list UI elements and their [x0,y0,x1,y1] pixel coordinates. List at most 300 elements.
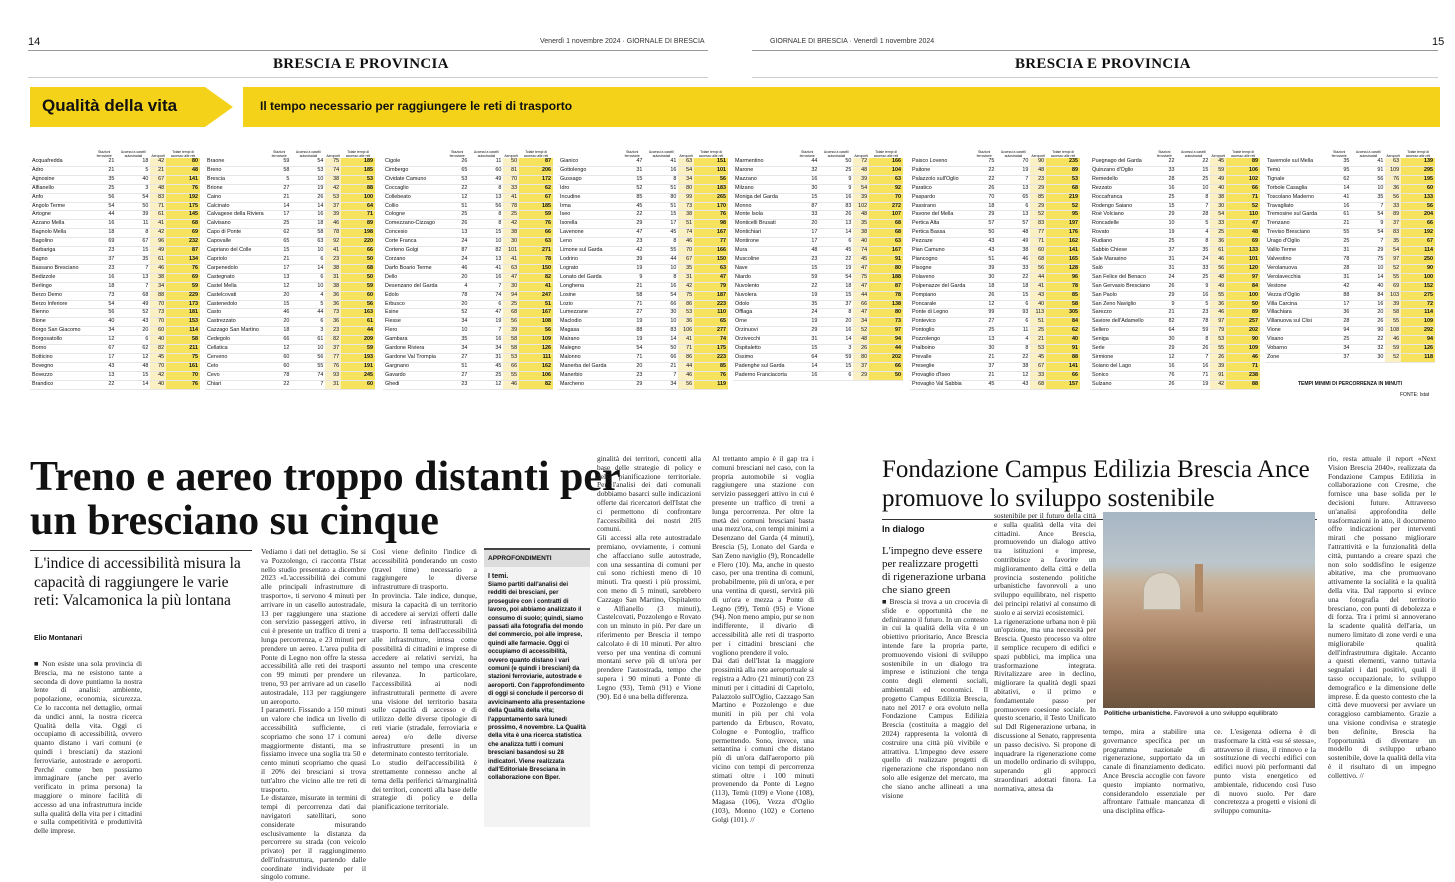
municipality-name: Castrezzato [205,318,267,327]
municipality-name: Monno [733,202,795,211]
access-minutes: 35 [1176,247,1210,256]
municipality-name: Malonno [558,353,620,362]
table-row [1265,318,1435,327]
tower-icon [1195,564,1203,612]
table-row [1265,255,1435,264]
access-minutes: 61 [1210,247,1226,256]
table-header: Accessi a caselli autostradali [648,150,674,158]
municipality-name: Sale Marasino [1090,255,1152,264]
right-section-title: BRESCIA E PROVINCIA [1015,56,1191,72]
access-minutes: 97 [1210,318,1226,327]
table-row [910,318,1080,327]
table-row [910,282,1080,291]
access-minutes: 60 [1030,247,1046,256]
municipality-name: Pisogne [910,264,972,273]
table-row [383,229,553,238]
access-minutes: 58 [503,345,519,354]
access-minutes: 30 [795,184,819,193]
table-row [383,327,553,336]
access-minutes: 47 [503,273,519,282]
access-minutes: 8 [996,345,1030,354]
municipality-name: Montichiari [733,229,795,238]
table-row [30,300,200,309]
access-minutes: 18 [291,220,325,229]
municipality-name: Vione [1265,327,1327,336]
access-minutes: 6 [291,273,325,282]
access-minutes: 19 [620,264,644,273]
access-minutes: 65 [996,193,1030,202]
table-row [30,202,200,211]
article2-kicker: In dialogo [882,524,925,534]
access-minutes: 40 [1030,300,1046,309]
table-row [1090,327,1260,336]
table-row [733,309,903,318]
table-row [205,345,375,354]
table-row [383,273,553,282]
access-minutes: 19 [1152,229,1176,238]
access-minutes: 46 [445,264,469,273]
municipality-name: Paderno Franciacorta [733,371,795,380]
table-row [910,327,1080,336]
access-minutes: 21 [620,282,644,291]
access-minutes: 49 [116,300,150,309]
access-minutes: 70 [678,247,694,256]
total-minutes: 60 [341,380,375,389]
total-minutes: 257 [1226,318,1260,327]
table-row [1090,229,1260,238]
access-minutes: 38 [996,247,1030,256]
access-minutes: 14 [267,202,291,211]
access-minutes: 3 [291,327,325,336]
access-minutes: 71 [620,300,644,309]
access-minutes: 47 [853,264,869,273]
total-minutes: 94 [1401,336,1435,345]
table-row [205,353,375,362]
table-row [1265,273,1435,282]
municipality-name: Ponte di Legno [910,309,972,318]
access-minutes: 75 [1351,255,1385,264]
municipality-name: Sellero [1090,327,1152,336]
municipality-name: Acquafredda [30,158,92,166]
approfondimenti-box [484,548,590,827]
total-minutes: 195 [1401,175,1435,184]
table-header: Totale tempi di accesso alle reti [170,150,196,158]
total-minutes: 84 [1046,318,1080,327]
access-minutes: 46 [1210,255,1226,264]
access-minutes: 14 [795,362,819,371]
access-minutes: 13 [819,220,853,229]
total-minutes: 193 [341,353,375,362]
access-minutes: 39 [853,175,869,184]
table-row [205,264,375,273]
access-minutes: 34 [92,327,116,336]
municipality-name: Cevo [205,371,267,380]
table-row [205,327,375,336]
access-minutes: 16 [1152,184,1176,193]
access-minutes: 15 [1152,202,1176,211]
access-minutes: 51 [644,184,678,193]
total-minutes: 223 [694,300,728,309]
access-minutes: 55 [503,371,519,380]
access-minutes: 74 [678,229,694,238]
access-minutes: 3 [116,184,150,193]
table-row [558,202,728,211]
table-row [910,193,1080,202]
table-row [383,371,553,380]
access-minutes: 46 [503,380,519,389]
table-row [558,238,728,247]
total-minutes: 47 [1226,220,1260,229]
access-minutes: 69 [92,238,116,247]
access-minutes: 65 [445,166,469,175]
total-minutes: 202 [1226,327,1260,336]
total-minutes: 173 [166,300,200,309]
municipality-name: Concesio [383,229,445,238]
access-minutes: 70 [150,362,166,371]
table-row [1090,318,1260,327]
table-header: Aeroporti [1031,154,1046,158]
access-minutes: 83 [819,202,853,211]
access-minutes: 56 [469,202,503,211]
access-minutes: 4 [291,291,325,300]
total-minutes: 197 [1046,220,1080,229]
table-row [30,309,200,318]
table-row [205,291,375,300]
access-minutes: 82 [1152,318,1176,327]
access-minutes: 33 [795,211,819,220]
total-minutes: 150 [519,264,553,273]
access-minutes: 8 [644,238,678,247]
table-header-comune [558,138,620,158]
access-minutes: 26 [1351,318,1385,327]
access-minutes: 34 [469,345,503,354]
table-row [383,291,553,300]
article1-column-2 [148,548,254,828]
access-minutes: 23 [445,380,469,389]
access-minutes: 78 [1176,318,1210,327]
municipality-name: Berzo Demo [30,291,92,300]
total-minutes: 198 [341,229,375,238]
total-minutes: 89 [1046,166,1080,175]
access-minutes: 18 [267,327,291,336]
access-minutes: 67 [92,345,116,354]
access-minutes: 60 [150,327,166,336]
access-minutes: 41 [1351,158,1385,166]
table-row [30,184,200,193]
table-row [383,184,553,193]
table-row [910,220,1080,229]
total-minutes: 48 [1226,229,1260,238]
access-minutes: 99 [678,193,694,202]
table-header: Accessi a caselli autostradali [295,150,321,158]
access-minutes: 29 [795,327,819,336]
access-minutes: 56 [1351,175,1385,184]
access-minutes: 80 [853,353,869,362]
table-row [733,202,903,211]
access-minutes: 33 [1210,220,1226,229]
access-minutes: 25 [469,371,503,380]
access-minutes: 55 [1210,345,1226,354]
access-minutes: 8 [644,273,678,282]
total-minutes: 223 [694,353,728,362]
total-minutes: 133 [1226,247,1260,256]
access-minutes: 59 [795,273,819,282]
municipality-name: Angolo Terme [30,202,92,211]
table-header: Totale tempi di accesso alle reti [1230,150,1256,158]
access-minutes: 5 [291,300,325,309]
access-minutes: 96 [150,238,166,247]
access-minutes: 58 [503,336,519,345]
municipality-name: Borgosatollo [30,336,92,345]
municipality-name: Mura [733,247,795,256]
total-minutes: 89 [1226,309,1260,318]
access-minutes: 59 [819,353,853,362]
municipality-name: Irma [558,202,620,211]
access-minutes: 15 [1176,166,1210,175]
access-minutes: 10 [644,318,678,327]
municipality-name: Collebeato [383,193,445,202]
total-minutes: 56 [341,300,375,309]
table-row [910,175,1080,184]
municipality-name: Ceto [205,362,267,371]
banner-label: Qualità della vita [42,96,178,115]
access-minutes: 16 [819,193,853,202]
access-minutes: 39 [620,255,644,264]
municipality-name: Cerveno [205,353,267,362]
access-minutes: 34 [678,175,694,184]
total-minutes: 202 [869,353,903,362]
table-row [558,220,728,229]
municipality-name: Odolo [733,300,795,309]
access-minutes: 28 [1327,318,1351,327]
total-minutes: 114 [1401,247,1435,256]
access-minutes: 13 [972,336,996,345]
table-row [1265,175,1435,184]
total-minutes: 59 [166,282,200,291]
table-row [205,255,375,264]
access-minutes: 7 [469,282,503,291]
access-minutes: 7 [116,282,150,291]
access-minutes: 75 [972,158,996,166]
access-minutes: 25 [92,184,116,193]
total-minutes: 88 [1046,353,1080,362]
table-row [1090,175,1260,184]
access-minutes: 10 [1351,264,1385,273]
access-minutes: 45 [819,247,853,256]
total-minutes: 66 [1046,371,1080,380]
total-minutes: 51 [519,300,553,309]
table-row [733,362,903,371]
access-minutes: 12 [445,193,469,202]
table-header: Totale tempi di accesso alle reti [873,150,899,158]
access-minutes: 39 [853,193,869,202]
table-row [383,255,553,264]
access-minutes: 42 [150,158,166,166]
access-minutes: 71 [678,345,694,354]
total-minutes: 63 [519,238,553,247]
access-minutes: 16 [644,282,678,291]
access-minutes: 24 [445,238,469,247]
access-minutes: 54 [116,193,150,202]
table-row [558,327,728,336]
table-header: Totale tempi di accesso alle reti [345,150,371,158]
photo-caption-text: Favorevoli a uno sviluppo equilibrato [1173,710,1278,717]
table-row [30,318,200,327]
total-minutes: 74 [694,336,728,345]
access-minutes: 21 [972,353,996,362]
access-minutes: 19 [819,264,853,273]
access-minutes: 8 [1176,336,1210,345]
total-minutes: 65 [694,318,728,327]
table-row [205,175,375,184]
municipality-name: Vallio Terme [1265,247,1327,256]
access-minutes: 20 [795,220,819,229]
access-minutes: 37 [1152,247,1176,256]
municipality-name: Manerba del Garda [558,362,620,371]
access-minutes: 14 [819,336,853,345]
municipality-name: Bione [30,318,92,327]
table-header: Aeroporti [679,154,694,158]
access-minutes: 42 [1327,282,1351,291]
table-row [1265,193,1435,202]
municipality-name: Brescia [205,175,267,184]
access-minutes: 73 [92,291,116,300]
access-minutes: 6 [469,300,503,309]
access-minutes: 69 [1385,282,1401,291]
municipality-name: Roè Volciano [1090,211,1152,220]
access-minutes: 50 [819,158,853,166]
total-minutes: 88 [341,184,375,193]
access-minutes: 14 [644,336,678,345]
access-minutes: 90 [1030,158,1046,166]
municipality-name: Trenzano [1265,220,1327,229]
municipality-name: Pompiano [910,291,972,300]
access-minutes: 6 [819,238,853,247]
access-minutes: 9 [1176,282,1210,291]
access-minutes: 46 [267,309,291,318]
access-minutes: 37 [853,362,869,371]
access-minutes: 24 [445,255,469,264]
access-minutes: 50 [503,158,519,166]
access-minutes: 37 [972,362,996,371]
access-minutes: 15 [819,362,853,371]
total-minutes: 166 [694,247,728,256]
table-row [205,380,375,389]
access-minutes: 66 [503,362,519,371]
access-minutes: 11 [996,327,1030,336]
total-minutes: 72 [1401,300,1435,309]
access-minutes: 49 [996,238,1030,247]
total-minutes: 70 [166,371,200,380]
access-minutes: 26 [972,184,996,193]
access-minutes: 54 [1351,211,1385,220]
table-row [910,238,1080,247]
banner-subtitle: Il tempo necessario per raggiungere le reti di trasporto [260,99,573,113]
municipality-name: Gardone Riviera [383,345,445,354]
access-minutes: 15 [795,193,819,202]
municipality-name: Muscoline [733,255,795,264]
access-minutes: 70 [972,193,996,202]
table-header: Stazioni ferroviarie [799,150,815,158]
access-minutes: 12 [1152,353,1176,362]
access-minutes: 38 [853,229,869,238]
table-header: Aeroporti [326,154,341,158]
access-minutes: 33 [996,264,1030,273]
access-minutes: 52 [1385,353,1401,362]
table-row [910,371,1080,380]
access-minutes: 8 [1176,238,1210,247]
table-row [1090,291,1260,300]
table-row [558,247,728,256]
access-minutes: 56 [92,309,116,318]
municipality-name: Monticelli Brusati [733,220,795,229]
access-minutes: 113 [1030,309,1046,318]
access-minutes: 43 [1030,291,1046,300]
table-row [30,273,200,282]
access-minutes: 44 [92,211,116,220]
municipality-name: Ghedi [383,380,445,389]
access-minutes: 41 [678,336,694,345]
article1-column-5: ginalità dei territori, concetti alla base delle strategie di policy e della pianificazione territoriale. Per l'analisi dei dati comunali dobbiamo basarci sulle indicazioni offerte dai ricercatori dell'Istat che ci permettono di confrontare l'accessibilità dei nostri 205 comuni. Gli accessi alla rete autostradale premiano, ovviamente, i comuni che affacciano sulle autostrade, con una sessantina di comuni per cui sono richiesti meno di 10 minuti. Tra questi i più prossimi, con meno di 5 minuti, sarebbero Cazzago San Martino, Ospitaletto e Alfianello (3 minuti), Castelcovati, Pozzolengo e Rovato con un minuto in più. Per dare un riferimento per Brescia il tempo calcolato è di 10 minuti. Per altro verso per una ventina di comuni montani serve più di un'ora per prendere l'autostrada, tempo che supera i 90 minuti a Ponte di Legno (93), Temù (91) e Vione (90). Ed è una bella differenza. [597,454,701,701]
municipality-name: Castegnato [205,273,267,282]
table-row [1265,220,1435,229]
access-minutes: 53 [325,193,341,202]
total-minutes: 106 [519,371,553,380]
table-header-comune [1090,138,1152,158]
access-minutes: 54 [620,345,644,354]
access-minutes: 61 [1327,211,1351,220]
access-minutes: 38 [150,273,166,282]
table-row [1265,353,1435,362]
municipality-name: Nave [733,264,795,273]
access-minutes: 55 [1385,273,1401,282]
total-minutes: 275 [1401,291,1435,300]
table-row [205,309,375,318]
access-minutes: 74 [853,247,869,256]
total-minutes: 109 [1226,345,1260,354]
access-minutes: 34 [644,380,678,389]
municipality-name: Mazzano [733,175,795,184]
total-minutes: 85 [1046,291,1080,300]
table-header: Stazioni ferroviarie [1331,150,1347,158]
total-minutes: 58 [166,336,200,345]
access-minutes: 8 [469,220,503,229]
access-minutes: 39 [116,211,150,220]
access-minutes: 31 [1327,247,1351,256]
table-row [1265,300,1435,309]
municipality-name: Paratico [910,184,972,193]
municipality-name: Lograto [558,264,620,273]
table-row [733,255,903,264]
total-minutes: 46 [1226,353,1260,362]
access-minutes: 36 [678,318,694,327]
access-minutes: 16 [92,273,116,282]
municipality-name: Ospitaletto [733,345,795,354]
total-minutes: 232 [166,238,200,247]
municipality-name: Iseo [558,211,620,220]
access-minutes: 23 [1176,309,1210,318]
municipality-name: Palazzolo sull'Oglio [910,175,972,184]
access-minutes: 42 [150,371,166,380]
accessibility-table-5 [733,138,903,381]
access-minutes: 45 [620,202,644,211]
table-row [558,282,728,291]
total-minutes: 59 [341,345,375,354]
access-minutes: 6 [996,300,1030,309]
table-row [733,220,903,229]
municipality-name: Roncadelle [1090,220,1152,229]
access-minutes: 9 [1351,220,1385,229]
